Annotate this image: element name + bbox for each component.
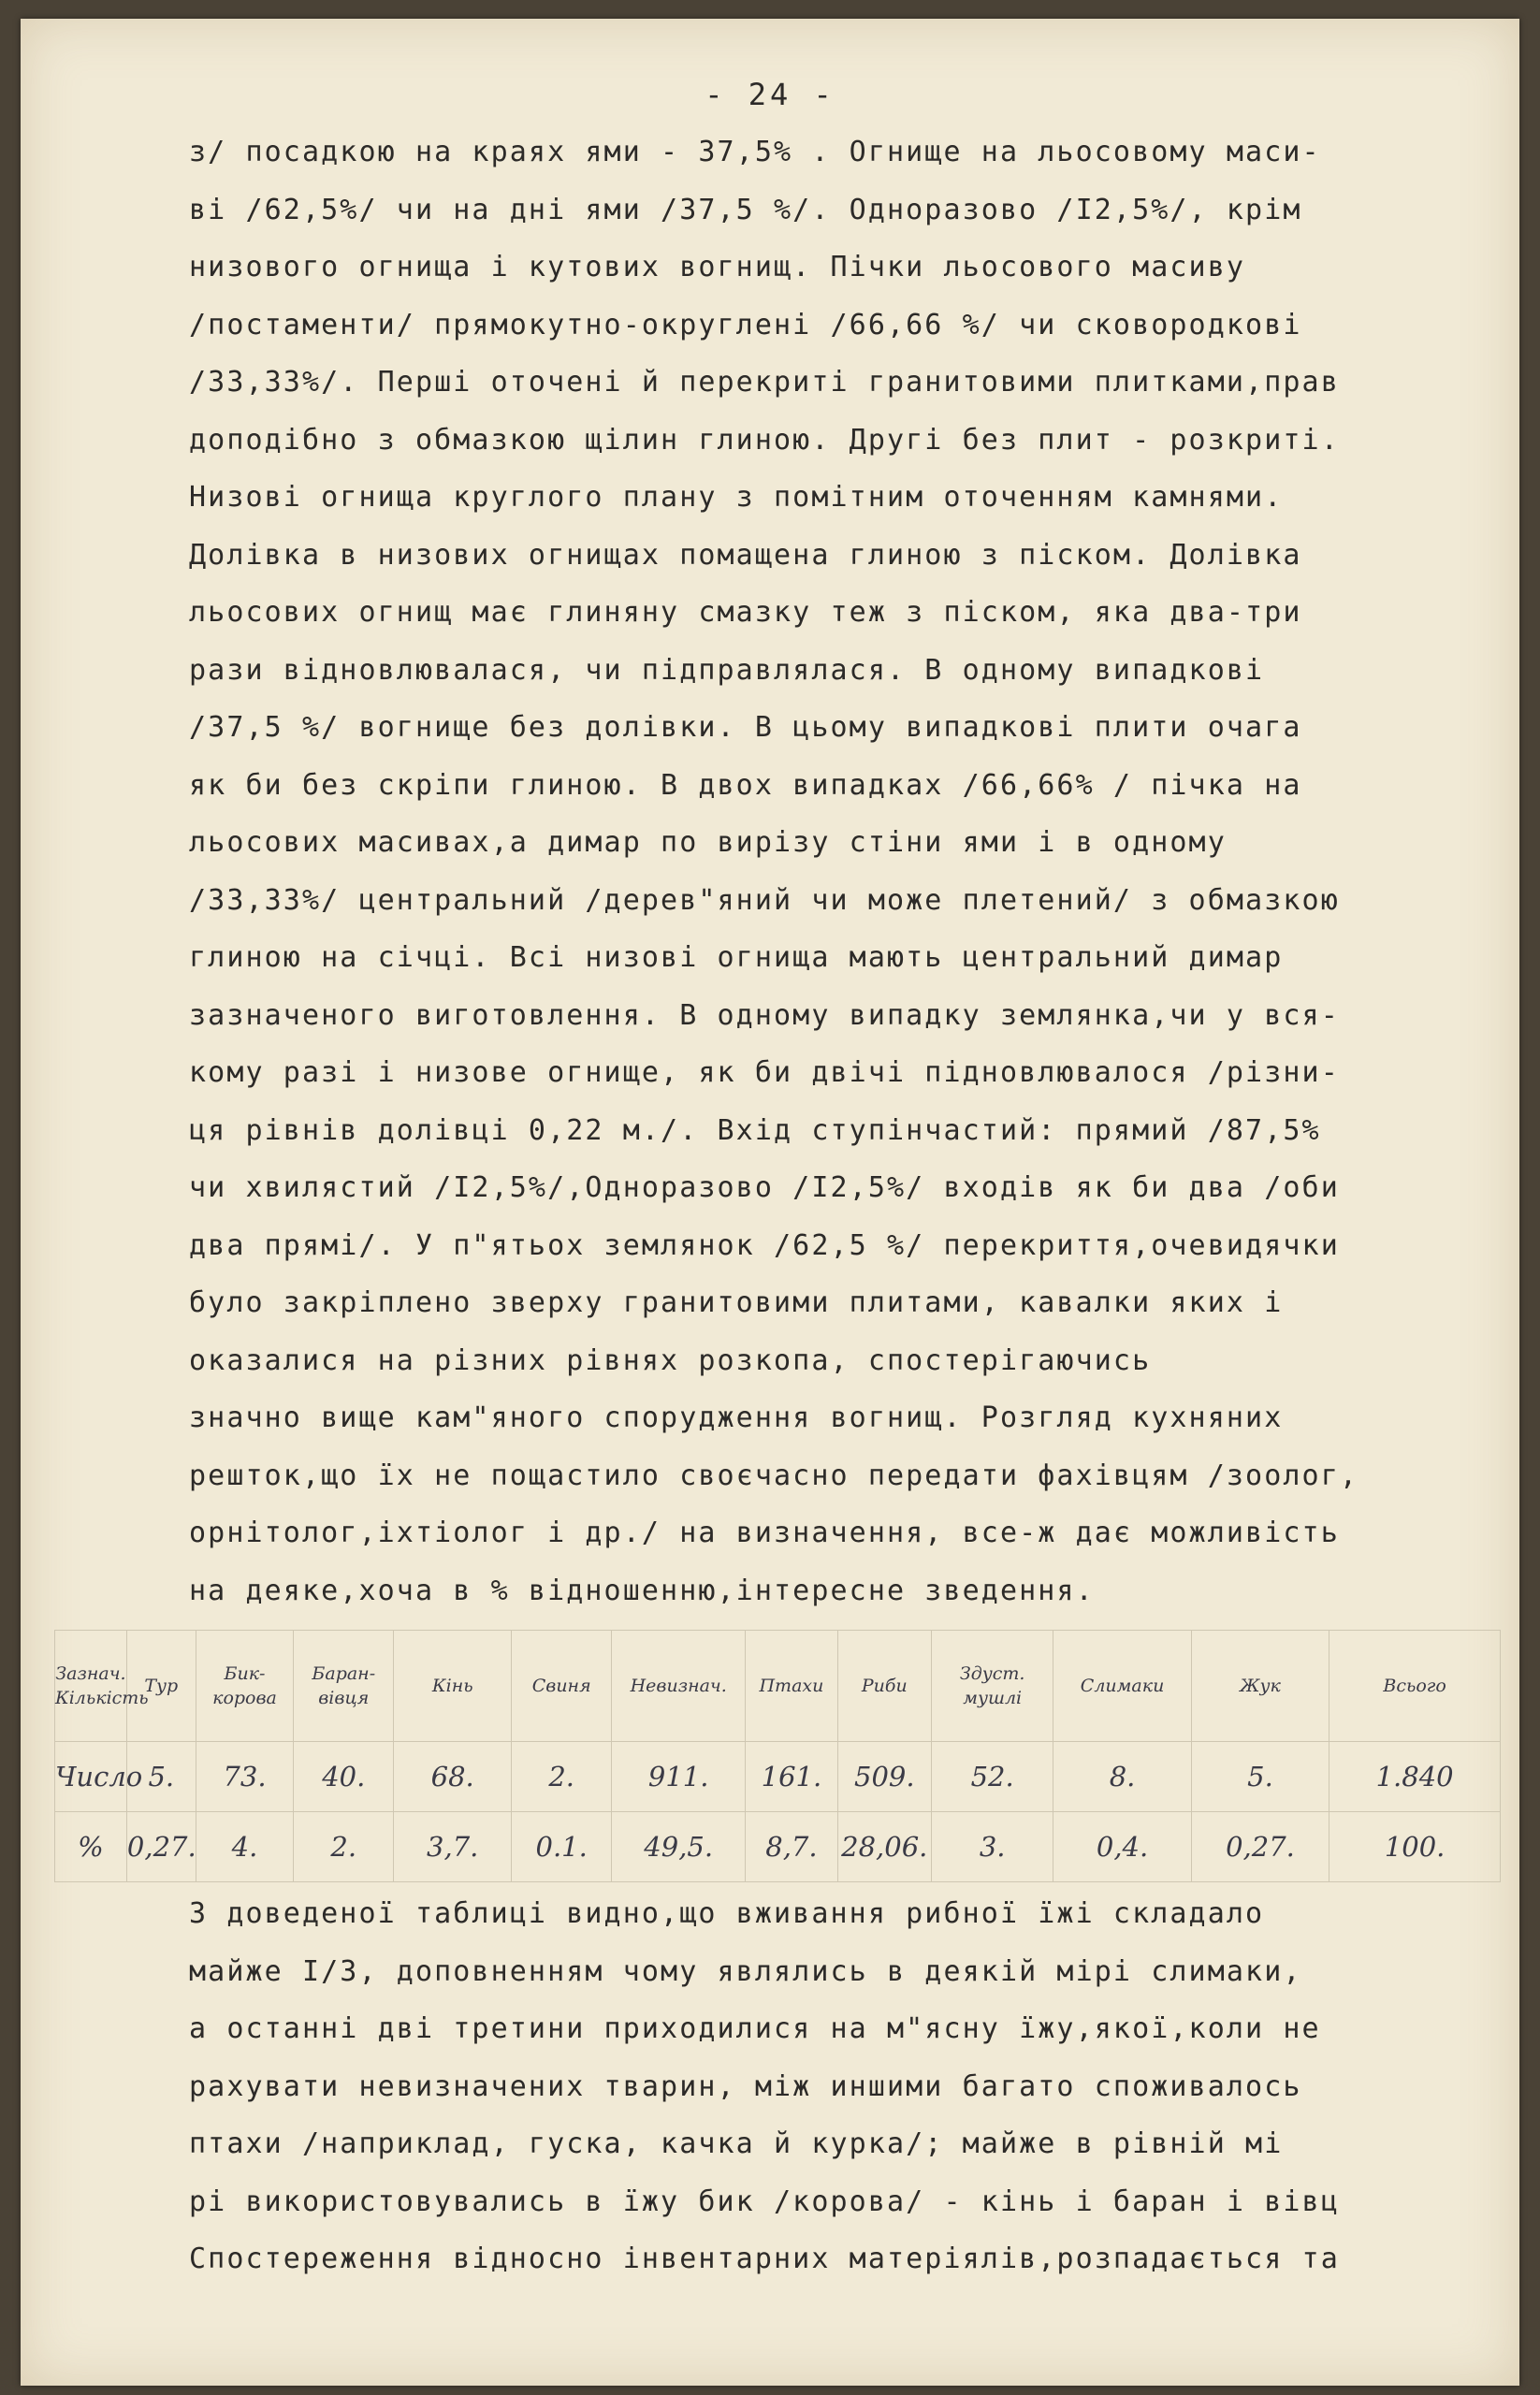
table-cell: 3,7.	[394, 1812, 512, 1882]
table-cell: 28,06.	[837, 1812, 931, 1882]
text-line: ця рівнів долівці 0,22 м./. Вхід ступінчастий: прямий /87,5%	[189, 1113, 1321, 1147]
table-cell: 8.	[1053, 1742, 1191, 1812]
text-line: глиною на січці. Всі низові огнища мають центральний димар	[189, 941, 1284, 974]
kitchen-remains-table	[54, 1630, 1501, 1882]
text-line: низового огнища і кутових вогнищ. Пічки льосового масиву	[189, 251, 1246, 283]
text-line: решток,що їх не пощастило своєчасно передати фахівцям /зоолог,	[189, 1459, 1359, 1492]
table-header-cell: Жук	[1191, 1631, 1329, 1742]
text-line: птахи /наприклад, гуска, качка й курка/; майже в рівній мі	[189, 2127, 1284, 2160]
text-line: орнітолог,іхтіолог і др./ на визначення, все-ж дає можливість	[189, 1517, 1340, 1549]
text-line: чи хвилястий /I2,5%/,Одноразово /I2,5%/ входів як би два /оби	[189, 1171, 1340, 1204]
text-line: /33,33%/. Перші оточені й перекриті гранитовими плитками,прав	[189, 366, 1340, 399]
text-line: Долівка в низових огнищах помащена глиною з піском. Долівка	[189, 538, 1302, 572]
paragraph-top	[189, 123, 1499, 1619]
table-header-cell: Свиня	[512, 1631, 612, 1742]
table-cell: 161.	[746, 1742, 837, 1812]
table-cell: 8,7.	[746, 1812, 837, 1882]
table-header-cell: Бик-корова	[196, 1631, 294, 1742]
table-cell: 68.	[394, 1742, 512, 1812]
text-line: зазначеного виготовлення. В одному випадку землянка,чи у вся-	[189, 998, 1340, 1032]
text-line: ві /62,5%/ чи на дні ями /37,5 %/. Одноразово /I2,5%/, крім	[189, 193, 1302, 226]
text-line: доподібно з обмазкою щілин глиною. Другі без плит - розкриті.	[189, 423, 1340, 457]
table-header-cell: Здуст. мушлі	[932, 1631, 1053, 1742]
table-corner-label: Зазнач. Кількість	[55, 1631, 127, 1742]
table-cell: 0,27.	[126, 1812, 196, 1882]
text-line: як би без скріпи глиною. В двох випадках /66,66% / пічка на	[189, 768, 1302, 802]
text-line: /33,33%/ центральний /дерев"яний чи може плетений/ з обмазкою	[189, 883, 1340, 917]
table-cell: 100.	[1329, 1812, 1501, 1882]
text-line: Низові огнища круглого плану з помітним оточенням камнями.	[189, 481, 1284, 514]
table-header-cell: Баран-вівця	[294, 1631, 394, 1742]
table-header-row	[55, 1631, 1501, 1742]
text-line: рі використовувались в їжу бик /корова/ - кінь і баран і вівц	[189, 2185, 1340, 2218]
table-cell: 911.	[612, 1742, 746, 1812]
table-cell: 40.	[294, 1742, 394, 1812]
table-row-label: %	[55, 1812, 127, 1882]
table-cell: 5.	[126, 1742, 196, 1812]
table-header-cell: Птахи	[746, 1631, 837, 1742]
text-line: на деяке,хоча в % відношенню,інтересне зведення.	[189, 1574, 1095, 1607]
table-row	[55, 1812, 1501, 1882]
text-line: З доведеної таблиці видно,що вживання рибної їжі складало	[189, 1897, 1265, 1930]
table-cell: 0,27.	[1191, 1812, 1329, 1882]
table-cell: 0.1.	[512, 1812, 612, 1882]
text-line: кому разі і низове огнище, як би двічі підновлювалося /різни-	[189, 1056, 1340, 1089]
table-cell: 3.	[932, 1812, 1053, 1882]
table-header-cell: Риби	[837, 1631, 931, 1742]
table-cell: 73.	[196, 1742, 294, 1812]
text-line: значно вище кам"яного спорудження вогнищ. Розгляд кухняних	[189, 1401, 1284, 1434]
table-cell: 2.	[512, 1742, 612, 1812]
table-cell: 0,4.	[1053, 1812, 1191, 1882]
table-cell: 2.	[294, 1812, 394, 1882]
table-cell: 5.	[1191, 1742, 1329, 1812]
table-cell: 1.840	[1329, 1742, 1501, 1812]
text-line: /37,5 %/ вогнище без долівки. В цьому випадкові плити очага	[189, 711, 1302, 744]
text-line: /постаменти/ прямокутно-округлені /66,66 %/ чи сковородкові	[189, 308, 1302, 341]
table-row	[55, 1742, 1501, 1812]
text-line: Спостереження відносно інвентарних матеріялів,розпадається та	[189, 2243, 1340, 2275]
text-line: рази відновлювалася, чи підправлялася. В одному випадкові	[189, 653, 1265, 687]
text-line: з/ посадкою на краях ями - 37,5% . Огнище на льосовому маси-	[189, 136, 1321, 168]
text-line: два прямі/. У п"ятьох землянок /62,5 %/ перекриття,очевидячки	[189, 1228, 1340, 1262]
text-line: майже I/3, доповненням чому являлись в деякій мірі слимаки,	[189, 1954, 1302, 1988]
table-header-cell: Всього	[1329, 1631, 1501, 1742]
table-row-label: Число	[55, 1742, 127, 1812]
table-header-cell: Невизнач.	[612, 1631, 746, 1742]
table-header-cell: Тур	[126, 1631, 196, 1742]
page-number: - 24 -	[705, 77, 835, 112]
text-line: було закріплено зверху гранитовими плитами, кавалки яких і	[189, 1286, 1284, 1319]
table-header-cell: Слимаки	[1053, 1631, 1191, 1742]
document-page	[21, 19, 1519, 2386]
table-cell: 52.	[932, 1742, 1053, 1812]
table-cell: 509.	[837, 1742, 931, 1812]
text-line: льосових огнищ має глиняну смазку теж з піском, яка два-три	[189, 596, 1302, 629]
table-cell: 49,5.	[612, 1812, 746, 1882]
paragraph-bottom	[189, 1885, 1499, 2288]
text-line: рахувати невизначених тварин, між иншими багато споживалось	[189, 2069, 1302, 2103]
table-cell: 4.	[196, 1812, 294, 1882]
text-line: льосових масивах,а димар по вирізу стіни ями і в одному	[189, 826, 1227, 859]
text-line: оказалися на різних рівнях розкопа, спостерігаючись	[189, 1343, 1152, 1377]
text-line: а останні дві третини приходилися на м"ясну їжу,якої,коли не	[189, 2012, 1321, 2045]
table-header-cell: Кінь	[394, 1631, 512, 1742]
